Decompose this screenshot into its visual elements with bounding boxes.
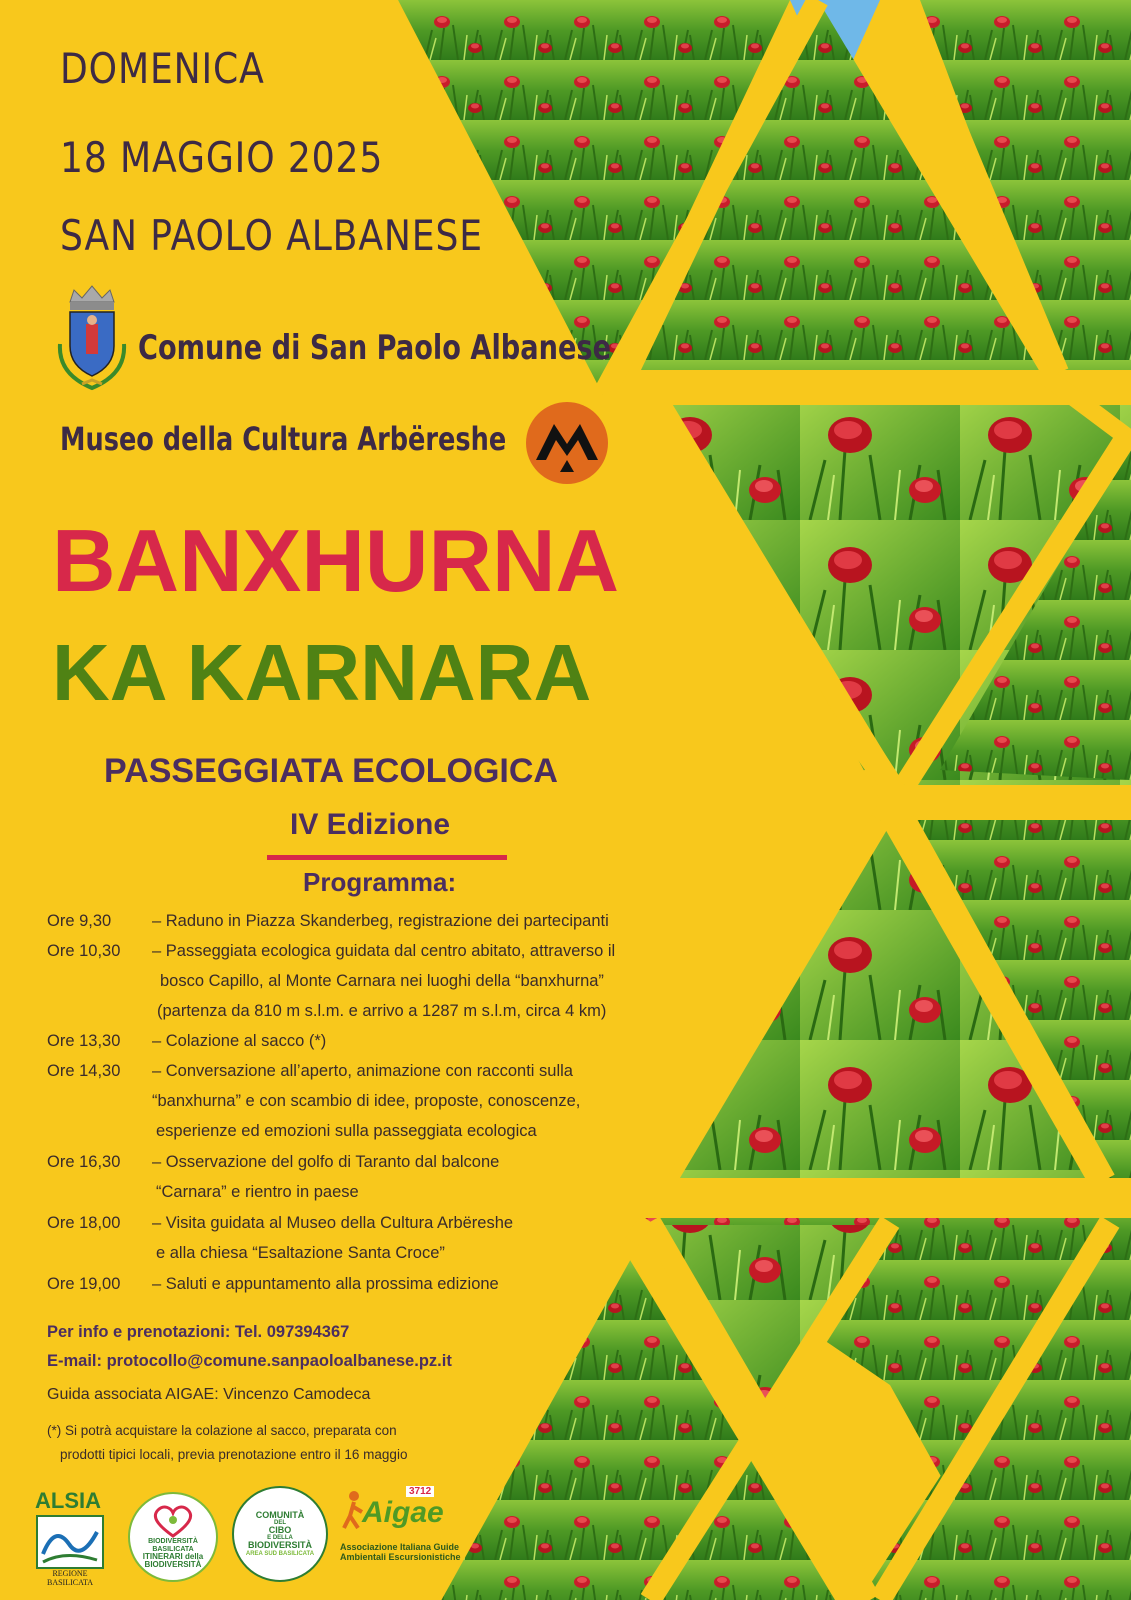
subtitle: PASSEGGIATA ECOLOGICA bbox=[104, 752, 558, 790]
program-text: – Raduno in Piazza Skanderbeg, registrazione dei partecipanti bbox=[152, 912, 609, 930]
biodiversita-title: ITINERARI della BIODIVERSITÀ bbox=[142, 1551, 204, 1570]
program-text: – Visita guidata al Museo della Cultura Arbëreshe bbox=[152, 1214, 514, 1232]
regione-basilicata-icon bbox=[35, 1514, 105, 1570]
program-text: – Osservazione del golfo di Taranto dal balcone bbox=[152, 1153, 500, 1171]
footnote-line2: prodotti tipici locali, previa prenotazione entro il 16 maggio bbox=[60, 1447, 408, 1462]
program-text: bosco Capillo, al Monte Carnara nei luoghi della “banxhurna” bbox=[160, 972, 604, 990]
heart-icon bbox=[150, 1504, 196, 1538]
aigae-wordmark: Aigae bbox=[362, 1496, 444, 1529]
program-text: “Carnara” e rientro in paese bbox=[156, 1183, 359, 1201]
program-heading: Programma: bbox=[303, 867, 457, 897]
program-text: – Colazione al sacco (*) bbox=[152, 1032, 327, 1050]
comunita-line3: CIBO bbox=[268, 1524, 292, 1535]
museo-name: Museo della Cultura Arbëreshe bbox=[60, 420, 507, 458]
event-place: SAN PAOLO ALBANESE bbox=[60, 211, 483, 260]
event-date: 18 MAGGIO 2025 bbox=[60, 133, 384, 182]
aigae-sub1: Associazione Italiana Guide bbox=[340, 1542, 460, 1552]
info-guide: Guida associata AIGAE: Vincenzo Camodeca bbox=[47, 1386, 371, 1403]
program-text: esperienze ed emozioni sulla passeggiata ecologica bbox=[156, 1122, 537, 1140]
regione-label: REGIONE BASILICATA bbox=[46, 1569, 94, 1587]
info-email[interactable]: E-mail: protocollo@comune.sanpaoloalbanese.pz.it bbox=[47, 1352, 452, 1370]
program-text: (partenza da 810 m s.l.m. e arrivo a 1287 m s.l.m, circa 4 km) bbox=[157, 1002, 607, 1020]
program-time: Ore 18,00 bbox=[47, 1214, 121, 1232]
title-line2: KA KARNARA bbox=[52, 628, 592, 717]
program-time: Ore 13,30 bbox=[47, 1032, 121, 1050]
comunita-line6: AREA SUD BASILICATA bbox=[245, 1550, 315, 1557]
program-time: Ore 14,30 bbox=[47, 1062, 121, 1080]
program-text: e alla chiesa “Esaltazione Santa Croce” bbox=[156, 1244, 445, 1262]
title-line1: BANXHURNA bbox=[52, 511, 620, 610]
comunita-line5: BIODIVERSITÀ bbox=[247, 1540, 312, 1551]
program-text: – Saluti e appuntamento alla prossima edizione bbox=[152, 1275, 499, 1293]
aigae-tagline bbox=[340, 1542, 461, 1563]
aigae-logo bbox=[340, 1486, 461, 1586]
footnote-line1: (*) Si potrà acquistare la colazione al sacco, preparata con bbox=[47, 1423, 397, 1438]
comunita-line1: COMUNITÀ bbox=[255, 1509, 305, 1520]
info-phone: Per info e prenotazioni: Tel. 097394367 bbox=[47, 1323, 350, 1341]
museum-logo-icon bbox=[524, 400, 610, 486]
biodiversita-ring: BIODIVERSITÀ BASILICATA bbox=[148, 1538, 198, 1553]
edition: IV Edizione bbox=[290, 808, 451, 841]
program-text: – Conversazione all’aperto, animazione con racconti sulla bbox=[152, 1062, 573, 1080]
aigae-number: 3712 bbox=[406, 1486, 434, 1497]
program-time: Ore 10,30 bbox=[47, 942, 121, 960]
event-day: DOMENICA bbox=[60, 44, 265, 93]
program-time: Ore 16,30 bbox=[47, 1153, 121, 1171]
comunita-cibo-logo bbox=[232, 1486, 328, 1582]
edition-underline bbox=[267, 855, 507, 860]
program-text: – Passeggiata ecologica guidata dal centro abitato, attraverso il bbox=[152, 942, 616, 960]
comunita-line4: E DELLA bbox=[267, 1535, 293, 1542]
program-time: Ore 19,00 bbox=[47, 1275, 121, 1293]
comunita-line2: DEL bbox=[274, 1519, 286, 1526]
program-time: Ore 9,30 bbox=[47, 912, 112, 930]
coat-of-arms-icon bbox=[52, 284, 132, 394]
alsia-label: ALSIA bbox=[35, 1488, 101, 1513]
program-text: “banxhurna” e con scambio di idee, proposte, conoscenze, bbox=[152, 1092, 581, 1110]
alsia-logo bbox=[35, 1490, 120, 1590]
aigae-sub2: Ambientali Escursionistiche bbox=[340, 1552, 461, 1563]
biodiversita-logo bbox=[128, 1492, 218, 1582]
comune-name: Comune di San Paolo Albanese bbox=[138, 328, 612, 368]
